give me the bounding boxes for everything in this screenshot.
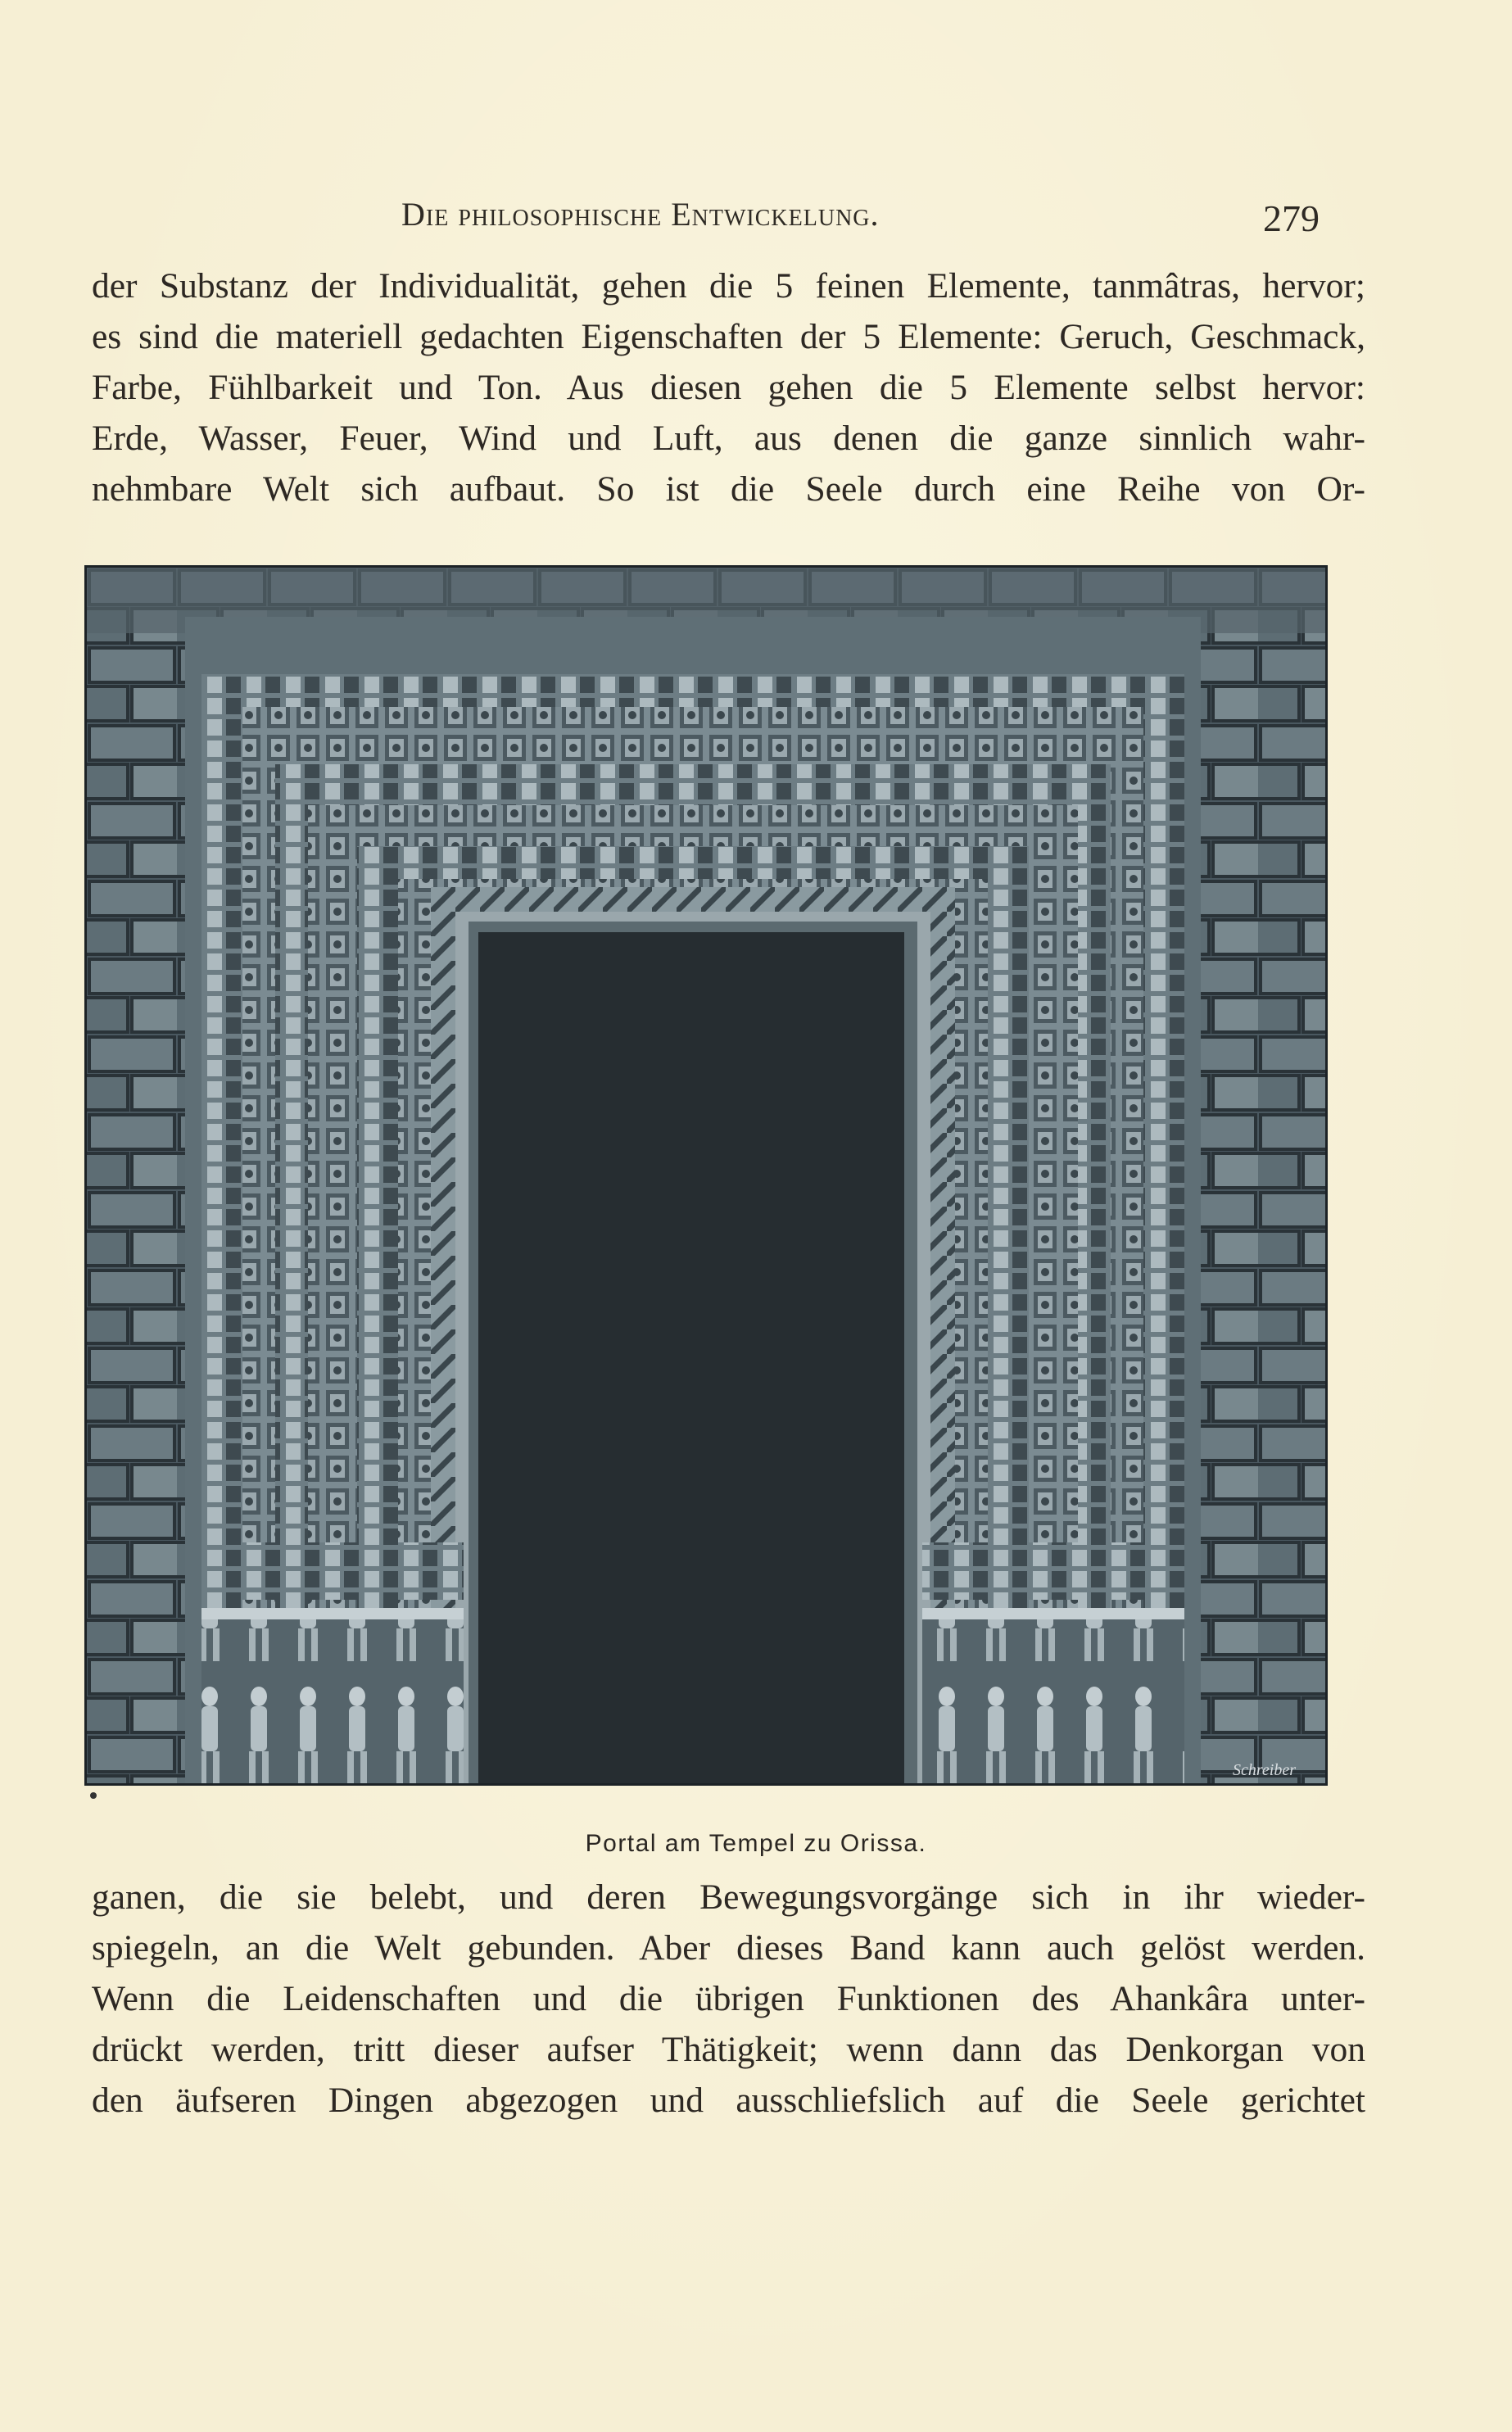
print-mark [90,1792,97,1799]
text-line: nehmbare Welt sich aufbaut. So ist die Seele durch eine Reihe von Or- [92,469,1365,509]
engraver-signature: Schreiber [1233,1761,1297,1779]
text-line: Erde, Wasser, Feuer, Wind und Luft, aus denen die ganze sinnlich wahr- [92,419,1365,458]
portal-illustration [87,568,1325,1783]
running-head: Die philosophische Entwickelung. [401,196,880,233]
temple-portal-photograph [84,565,1328,1786]
text-line: den äufseren Dingen abgezogen und ausschliefslich auf die Seele gerichtet [92,2081,1365,2120]
text-line: spiegeln, an die Welt gebunden. Aber dieses Band kann auch gelöst werden. [92,1928,1365,1968]
text-line: es sind die materiell gedachten Eigenschaften der 5 Elemente: Geruch, Geschmack, [92,317,1365,356]
text-line: Wenn die Leidenschaften und die übrigen Funktionen des Ahankâra unter- [92,1979,1365,2018]
text-line: drückt werden, tritt dieser aufser Thätigkeit; wenn dann das Denkorgan von [92,2030,1365,2069]
text-line: der Substanz der Individualität, gehen die 5 feinen Elemente, tanmâtras, hervor; [92,266,1365,306]
body-text-bottom [92,1872,1365,2126]
text-line: ganen, die sie belebt, und deren Bewegungsvorgänge sich in ihr wieder- [92,1877,1365,1917]
figure-caption: Portal am Tempel zu Orissa. [585,1830,927,1857]
body-text-top [92,260,1365,514]
text-line: Farbe, Fühlbarkeit und Ton. Aus diesen gehen die 5 Elemente selbst hervor: [92,368,1365,407]
page-number: 279 [1263,197,1320,239]
